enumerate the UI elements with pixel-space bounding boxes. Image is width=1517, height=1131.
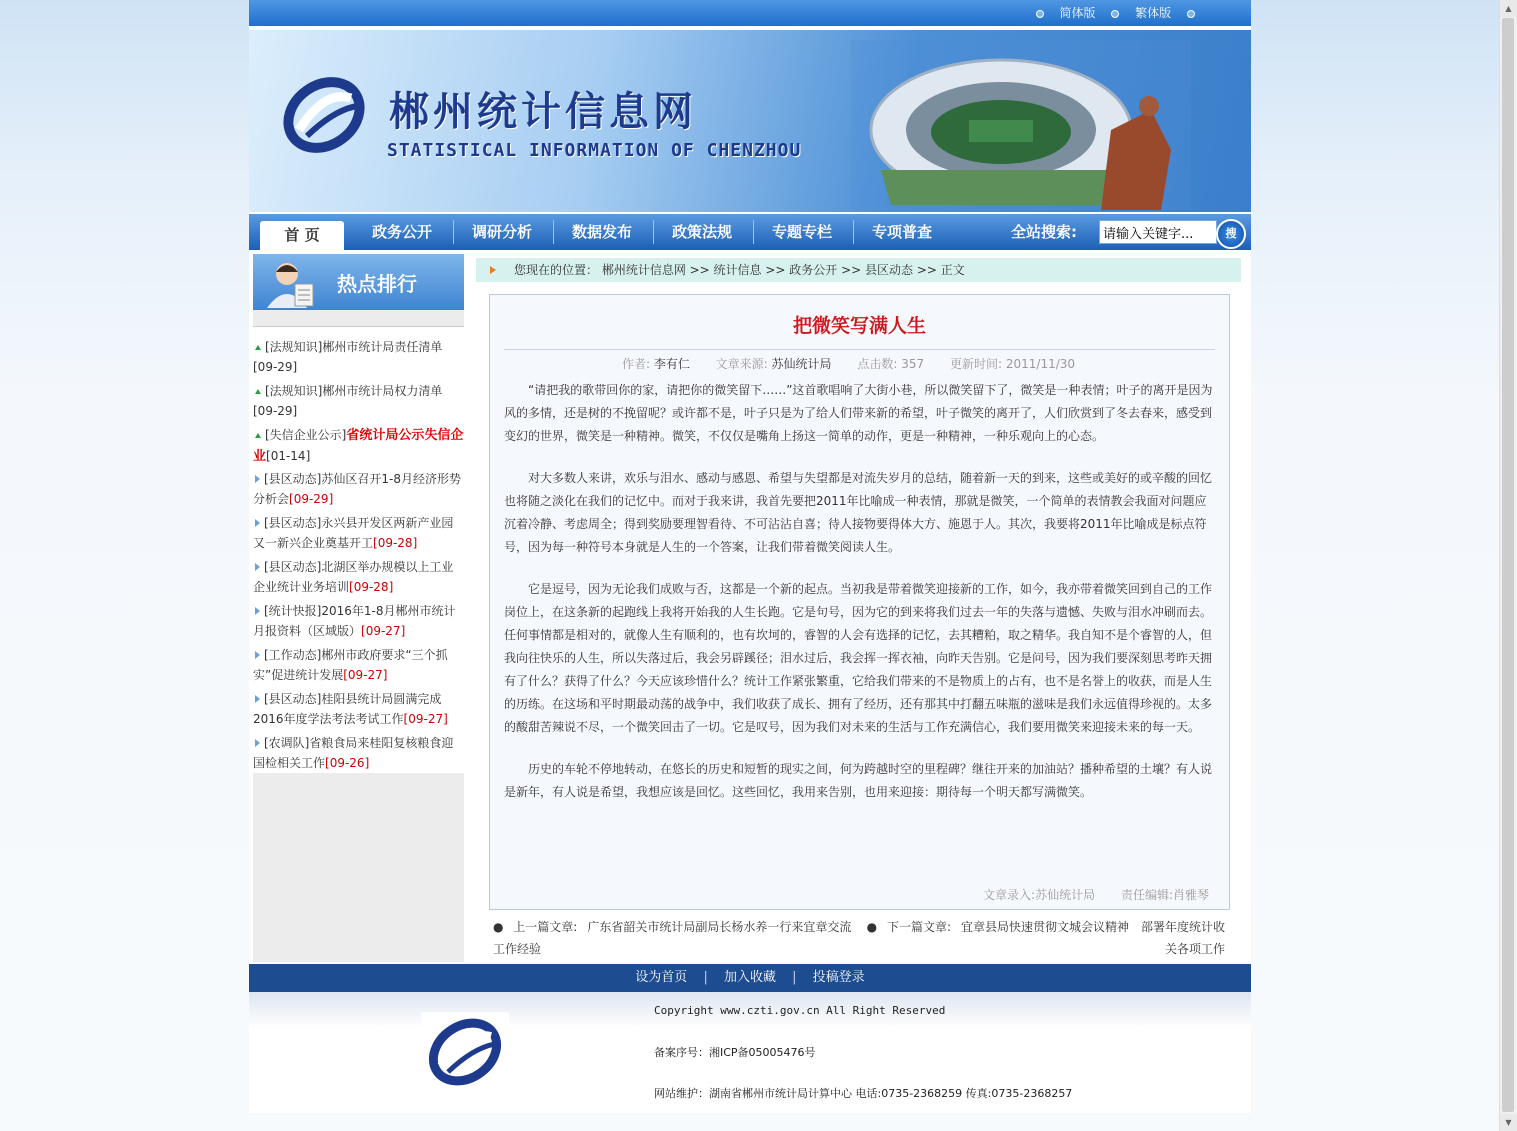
- nav-research[interactable]: 调研分析: [471, 223, 532, 241]
- hot-ranking-header: [253, 254, 464, 310]
- arrow-up-icon: [255, 433, 261, 438]
- arrow-right-icon: [255, 651, 260, 659]
- list-item[interactable]: [县区动态]苏仙区召开1-8月经济形势分析会[09-29]: [253, 472, 461, 506]
- list-item[interactable]: [县区动态]永兴县开发区两新产业园又一新兴企业奠基开工[09-28]: [253, 516, 454, 550]
- dot-icon: [1111, 10, 1119, 18]
- article-clicks: 357: [901, 357, 925, 371]
- arrow-right-icon: [255, 519, 260, 527]
- next-article-link[interactable]: 宜章县局快速贯彻文城会议精神 部署年度统计收关各项工作: [960, 920, 1225, 956]
- article-body: [504, 379, 1215, 823]
- submit-login-link[interactable]: 投稿登录: [812, 970, 865, 985]
- prev-article[interactable]: ● 上一篇文章: 广东省韶关市统计局副局长杨水养一行来宜章交流工作经验: [493, 920, 852, 956]
- set-homepage-link[interactable]: 设为首页: [635, 970, 688, 985]
- dot-icon: [1187, 10, 1195, 18]
- prev-article-link[interactable]: 广东省韶关市统计局副局长杨水养一行来宜章交流工作经验: [493, 920, 852, 956]
- article-footer: 文章录入:苏仙统计局 责任编辑:肖雅琴: [983, 888, 1209, 902]
- page-container: [249, 0, 1251, 1113]
- logo-mark: [279, 70, 369, 160]
- article-entry: 苏仙统计局: [1035, 888, 1096, 902]
- hot-ranking-list: [253, 326, 464, 773]
- nav-data-release[interactable]: 数据发布: [571, 223, 632, 241]
- site-banner: [249, 30, 1251, 212]
- article-editor: 肖雅琴: [1172, 888, 1209, 902]
- list-item[interactable]: [县区动态]北湖区举办规模以上工业企业统计业务培训[09-28]: [253, 560, 454, 594]
- hot-ranking-title: 热点排行: [337, 272, 417, 296]
- site-subtitle: STATISTICAL INFORMATION OF CHENZHOU: [387, 140, 802, 161]
- article-paragraph: 它是逗号，因为无论我们成败与否，这都是一个新的起点。当初我是带着微笑迎接新的工作，如今，我亦带着微笑回到自己的工作岗位上，在这条新的起跑线上我将开始我的人生长跑。它是句号，因为它的到来将我们过去一年的失落与遗憾、失败与泪水冲刷而去。任何事情都是相对的，就像人生有顺利的，也有坎坷的，睿智的人会有选择的记忆，去其糟粕，取之精华。我自知不是个睿智的人，但我向往快乐的人生，所以失落过后，我会另辟蹊径；泪水过后，我会挥一挥衣袖，向昨天告别。它是问号，因为我们要深刻思考昨天拥有了什么？获得了什么？今天应该珍惜什么？统计工作紧张繁重，它给我们带来的不是物质上的占有，也不是名誉上的收获，而是人生的历练。在这场和平时期最动荡的战争中，我们收获了成长、拥有了经历，还有那其中打翻五味瓶的滋味是我们永远值得珍视的。太多的酸甜苦辣说不尽，一个微笑回击了一切。它是叹号，因为我们对未来的生活与工作充满信心，我们要用微笑来迎接未来的每一天。: [504, 582, 1213, 734]
- list-item[interactable]: [法规知识]郴州市统计局责任清单 [09-29]: [253, 340, 443, 374]
- arrow-right-icon: [255, 695, 260, 703]
- arrow-right-icon: [255, 563, 260, 571]
- article-paragraph: 对大多数人来讲，欢乐与泪水、感动与感恩、希望与失望都是对流失岁月的总结，随着新一天的到来，这些或美好的或辛酸的回忆也将随之淡化在我们的记忆中。而对于我来讲，我首先要把2011年比喻成一种表情，那就是微笑，一个简单的表情教会我面对问题应沉着冷静、考虑周全；得到奖励要理智看待、不可沾沾自喜；待人接物要得体大方、施恩于人。其次，我要将2011年比喻成是标点符号，因为每一种符号本身就是人生的一个答案，让我们带着微笑阅读人生。: [504, 471, 1213, 554]
- footer-links: 设为首页 | 加入收藏 | 投稿登录: [249, 964, 1251, 992]
- maintainer-text: 网站维护：湖南省郴州市统计局计算中心 电话:0735-2368259 传真:0735-2368257: [654, 1087, 1073, 1100]
- nav-census[interactable]: 专项普查: [871, 223, 932, 241]
- arrow-right-icon: [255, 739, 260, 747]
- list-item[interactable]: [工作动态]郴州市政府要求“三个抓实”促进统计发展[09-27]: [253, 648, 448, 682]
- simplified-link[interactable]: 简体版: [1059, 6, 1096, 20]
- add-favorite-link[interactable]: 加入收藏: [723, 970, 776, 985]
- scroll-down-icon[interactable]: ▼: [1500, 1114, 1517, 1131]
- hot-ranking-panel: [253, 254, 464, 962]
- traditional-link[interactable]: 繁体版: [1135, 6, 1172, 20]
- list-item[interactable]: [农调队]省粮食局来桂阳复核粮食迎国检相关工作[09-26]: [253, 736, 454, 770]
- icp-text: 备案序号：湘ICP备05005476号: [654, 1046, 816, 1059]
- stadium-image: [851, 40, 1191, 210]
- divider: [504, 349, 1215, 350]
- article-paragraph: 历史的车轮不停地转动，在悠长的历史和短暂的现实之间，何为跨越时空的里程碑？继往开来的加油站？播种希望的土壤？有人说是新年，有人说是希望，我想应该是回忆。这些回忆，我用来告别，也用来迎接：期待每一个明天都写满微笑。: [504, 762, 1213, 799]
- scroll-thumb[interactable]: [1502, 18, 1514, 1112]
- arrow-right-icon: [255, 607, 260, 615]
- nav-home[interactable]: 首 页: [260, 221, 344, 250]
- article-panel: [489, 294, 1230, 910]
- article-meta: 作者: 李有仁 文章来源: 苏仙统计局 点击数: 357 更新时间: 2011/11/30: [621, 357, 1076, 371]
- next-article[interactable]: ● 下一篇文章: 宜章县局快速贯彻文城会议精神 部署年度统计收关各项工作: [866, 920, 1225, 956]
- dot-icon: [1036, 10, 1044, 18]
- search-button[interactable]: 搜: [1216, 219, 1246, 249]
- article-title: 把微笑写满人生: [792, 315, 926, 337]
- nav-policy[interactable]: 政策法规: [671, 223, 732, 241]
- breadcrumb: [476, 258, 1241, 282]
- arrow-icon: [490, 266, 496, 274]
- search-input[interactable]: [1099, 220, 1217, 244]
- search-label: 全站搜索:: [1011, 223, 1077, 241]
- nav-topics[interactable]: 专题专栏: [771, 223, 832, 241]
- article-paragraph: “请把我的歌带回你的家，请把你的微笑留下……”这首歌唱响了大街小巷，所以微笑留下了，微笑是一种表情；叶子的离开是因为风的多情，还是树的不挽留呢？或许都不是，叶子只是为了给人们带来新的希望，叶子微笑的离开了，人们欣赏到了冬去春来，感受到变幻的世界，微笑是一种精神。微笑，不仅仅是嘴角上扬这一简单的动作，更是一种精神，一种乐观向上的心态。: [504, 383, 1213, 443]
- copyright-text: Copyright www.czti.gov.cn All Right Reserved: [654, 1004, 946, 1017]
- nav-gov-affairs[interactable]: 政务公开: [371, 223, 432, 241]
- footer-logo-mark: [421, 1012, 509, 1092]
- arrow-up-icon: [255, 389, 261, 394]
- article-source: 苏仙统计局: [771, 357, 832, 371]
- list-item[interactable]: [失信企业公示]省统计局公示失信企业[01-14]: [253, 428, 464, 464]
- list-item[interactable]: [统计快报]2016年1-8月郴州市统计月报资料（区域版）[09-27]: [253, 604, 456, 638]
- scroll-up-icon[interactable]: ▲: [1500, 0, 1517, 17]
- site-title: 郴州统计信息网: [389, 89, 697, 135]
- breadcrumb-text[interactable]: 您现在的位置： 郴州统计信息网 >> 统计信息 >> 政务公开 >> 县区动态 >> 正文: [514, 263, 965, 277]
- page-scrollbar[interactable]: [1499, 0, 1517, 1131]
- list-item[interactable]: [县区动态]桂阳县统计局圆满完成2016年度学法考法考试工作[09-27]: [253, 692, 448, 726]
- list-item[interactable]: [法规知识]郴州市统计局权力清单 [09-29]: [253, 384, 443, 418]
- top-bar: [249, 0, 1251, 26]
- arrow-up-icon: [255, 345, 261, 350]
- article-author: 李有仁: [653, 357, 690, 371]
- main-nav: [249, 214, 1251, 250]
- avatar-icon: [261, 258, 319, 308]
- article-updated: 2011/11/30: [1005, 357, 1076, 371]
- site-footer: [249, 992, 1251, 1113]
- arrow-right-icon: [255, 475, 260, 483]
